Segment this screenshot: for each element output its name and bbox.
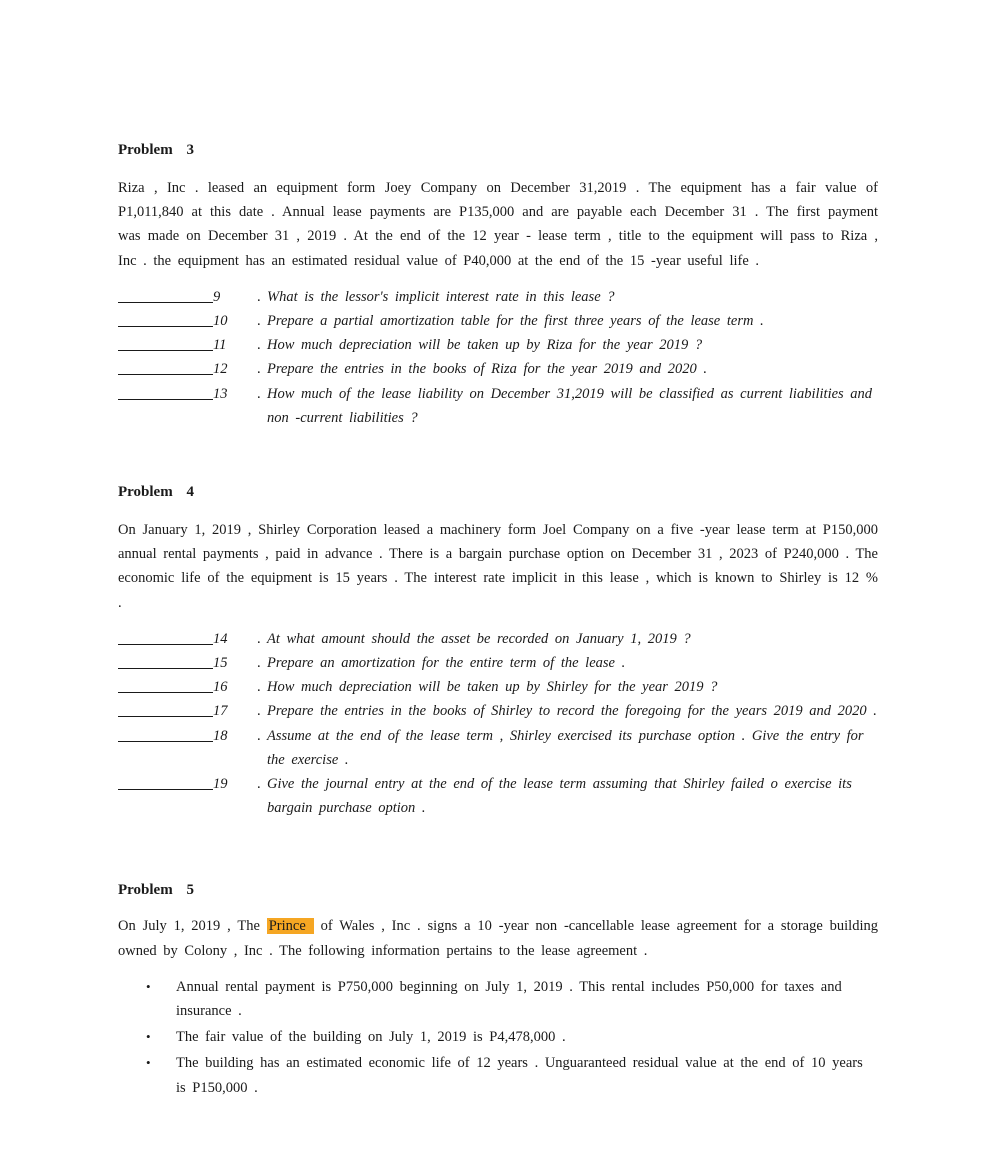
bullet-icon: • [146,978,151,994]
question-number: 16 [213,679,228,696]
problem-5-bullets [118,975,878,1100]
question-text: Give the journal entry at the end of the lease term assuming that Shirley failed o exercise its bargain purchase option . [267,776,852,817]
question-text: How much of the lease liability on December 31,2019 will be classified as current liabilities and non -current liabilities ? [267,385,873,426]
question-number: 10 [213,313,228,330]
question-item: 12 . Prepare the entries in the books of Riza for the year 2019 and 2020 . [118,357,878,381]
question-item: 10 . Prepare a partial amortization table for the first three years of the lease term . [118,309,878,333]
answer-blank[interactable] [118,699,213,717]
question-number: 9 [213,288,221,305]
answer-blank[interactable] [118,333,213,351]
paragraph-text-after: of Wales , Inc . signs a 10 -year non -cancellable lease agreement for a storage building owned by Colony , Inc . The following information pertains to the lease agreement . [118,918,878,959]
question-item: 15 . Prepare an amortization for the entire term of the lease . [118,651,878,675]
question-text: At what amount should the asset be recorded on January 1, 2019 ? [267,630,691,647]
question-number: 11 [213,337,227,354]
answer-blank[interactable] [118,724,213,742]
paragraph-text-before: On July 1, 2019 , The [118,918,260,935]
question-number: 19 [213,776,228,793]
answer-blank[interactable] [118,357,213,375]
question-text: Prepare a partial amortization table for the first three years of the lease term . [267,313,764,330]
problem-5 [118,878,878,1099]
question-number: 17 [213,703,228,720]
bullet-text: Annual rental payment is P750,000 beginning on July 1, 2019 . This rental includes P50,000 for taxes and insurance . [176,978,842,1020]
question-item: 14 . At what amount should the asset be recorded on January 1, 2019 ? [118,627,878,651]
question-item: 19 . Give the journal entry at the end of the lease term assuming that Shirley failed o exercise its bargain purchase option . [118,772,878,820]
problem-4 [118,480,878,820]
bullet-text: The fair value of the building on July 1, 2019 is P4,478,000 . [176,1029,566,1046]
question-text: Prepare an amortization for the entire term of the lease . [267,655,626,672]
answer-blank[interactable] [118,772,213,790]
question-number: 13 [213,385,228,402]
question-item: 18 . Assume at the end of the lease term , Shirley exercised its purchase option . Give the entry for the exercise . [118,724,878,772]
question-number: 12 [213,361,228,378]
question-item: 13 . How much of the lease liability on December 31,2019 will be classified as current liabilities and non -current liabilities ? [118,382,878,430]
question-text: How much depreciation will be taken up by Riza for the year 2019 ? [267,337,703,354]
question-text: How much depreciation will be taken up by Shirley for the year 2019 ? [267,679,718,696]
question-text: What is the lessor's implicit interest rate in this lease ? [267,288,615,305]
problem-3 [118,138,878,430]
answer-blank[interactable] [118,309,213,327]
document-page [118,138,878,1102]
question-text: Prepare the entries in the books of Shirley to record the foregoing for the years 2019 and 2020 . [267,703,877,720]
bullet-text: The building has an estimated economic life of 12 years . Unguaranteed residual value at the end of 10 years is P150,000 . [176,1055,863,1096]
question-text: Assume at the end of the lease term , Shirley exercised its purchase option . Give the entry for the exercise . [267,727,864,768]
problem-3-heading: Problem 3 [118,142,194,158]
highlighted-word: Prince [267,918,314,934]
answer-blank[interactable] [118,285,213,303]
bullet-item [118,975,878,1023]
answer-blank[interactable] [118,382,213,400]
problem-4-paragraph: On January 1, 2019 , Shirley Corporation leased a machinery form Joel Company on a five -year lease term at P150,000 annual rental payments , paid in advance . There is a bargain purchase option on December 31 , 2023 of P240,000 . The economic life of the equipment is 15 years . The interest rate implicit in this lease , which is known to Shirley is 12 % . [118,522,878,611]
problem-3-paragraph: Riza , Inc . leased an equipment form Joey Company on December 31,2019 . The equipment has a fair value of P1,011,840 at this date . Annual lease payments are P135,000 and are payable each December 31 . The first payment was made on December 31 , 2019 . At the end of the 12 year - lease term , title to the equipment will pass to Riza , Inc . the equipment has an estimated residual value of P40,000 at the end of the 15 -year useful life . [118,180,878,269]
question-item: 11 . How much depreciation will be taken up by Riza for the year 2019 ? [118,333,878,357]
bullet-icon: • [146,1055,151,1071]
bullet-item [118,1025,878,1049]
problem-3-questions [118,285,878,430]
problem-4-questions [118,627,878,821]
bullet-icon: • [146,1029,151,1045]
question-item: 17 . Prepare the entries in the books of Shirley to record the foregoing for the years 2019 and 2020 . [118,699,878,723]
question-text: Prepare the entries in the books of Riza for the year 2019 and 2020 . [267,361,708,378]
problem-4-heading: Problem 4 [118,484,194,501]
question-item: 16 . How much depreciation will be taken up by Shirley for the year 2019 ? [118,675,878,699]
answer-blank[interactable] [118,675,213,693]
question-number: 14 [213,630,228,647]
problem-5-heading: Problem 5 [118,882,194,899]
question-number: 18 [213,727,228,744]
answer-blank[interactable] [118,627,213,645]
question-number: 15 [213,655,228,672]
bullet-item [118,1051,878,1099]
problem-5-paragraph [118,914,878,962]
question-item: 9 . What is the lessor's implicit interest rate in this lease ? [118,285,878,309]
answer-blank[interactable] [118,651,213,669]
